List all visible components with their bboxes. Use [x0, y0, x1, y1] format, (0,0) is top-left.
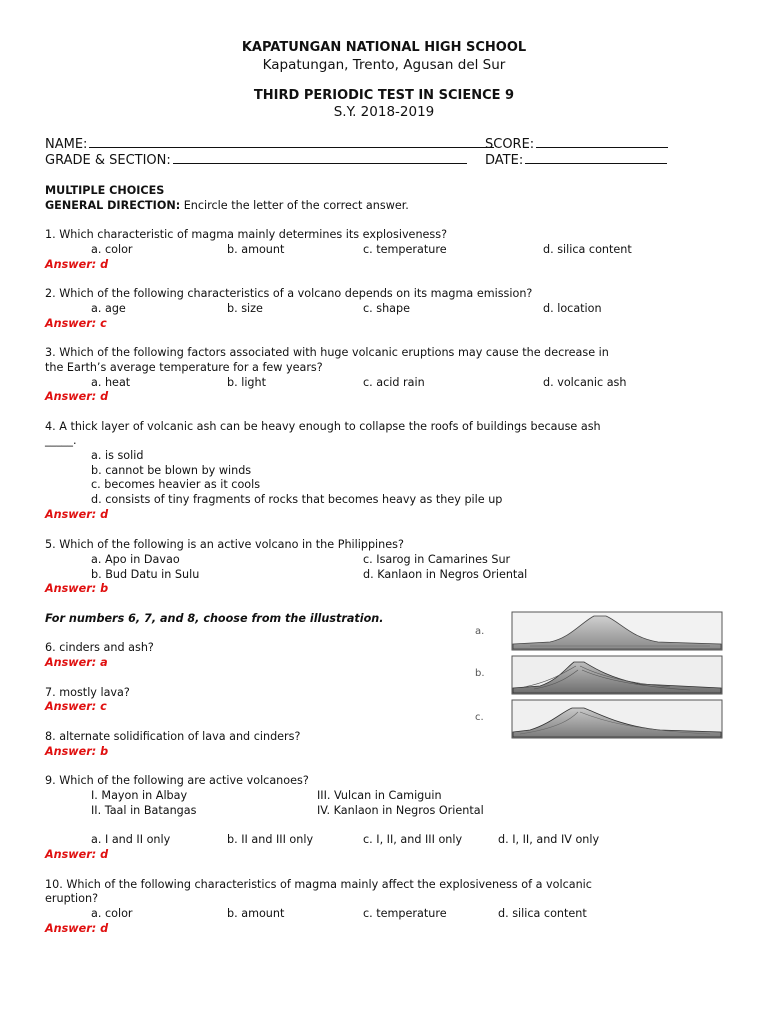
volcano-b — [512, 656, 722, 694]
name-label: NAME: — [45, 137, 88, 152]
figure-label-b: b. — [475, 668, 485, 679]
section-title: MULTIPLE CHOICES — [45, 184, 165, 197]
q9-item-4: IV. Kanlaon in Negros Oriental — [317, 804, 484, 817]
direction-text: Encircle the letter of the correct answer. — [180, 199, 409, 212]
q2-choice-c: c. shape — [363, 302, 411, 315]
q10-choice-c: c. temperature — [363, 907, 447, 920]
q8-answer: Answer: b — [45, 745, 109, 758]
question-4-line1: 4. A thick layer of volcanic ash can be heavy enough to collapse the roofs of buildings because ash — [45, 420, 601, 433]
q10-choice-a: a. color — [91, 907, 133, 920]
grade-row — [45, 152, 467, 168]
q9-item-2: II. Taal in Batangas — [91, 804, 197, 817]
q4-choice-c: c. becomes heavier as it cools — [91, 478, 261, 491]
q4-choice-b: b. cannot be blown by winds — [91, 464, 252, 477]
question-8: 8. alternate solidification of lava and cinders? — [45, 730, 301, 743]
q5-choice-d: d. Kanlaon in Negros Oriental — [363, 568, 528, 581]
q3-answer: Answer: d — [45, 390, 109, 403]
test-title: THIRD PERIODIC TEST IN SCIENCE 9 — [253, 88, 515, 103]
question-1: 1. Which characteristic of magma mainly determines its explosiveness? — [45, 228, 448, 241]
q9-item-1: I. Mayon in Albay — [91, 789, 188, 802]
q7-answer: Answer: c — [45, 700, 107, 713]
q9-choice-d: d. I, II, and IV only — [498, 833, 600, 846]
q5-choice-c: c. Isarog in Camarines Sur — [363, 553, 511, 566]
q9-choice-a: a. I and II only — [91, 833, 171, 846]
question-10-line1: 10. Which of the following characteristics of magma mainly affect the explosiveness of a volcanic — [45, 878, 592, 891]
q2-answer: Answer: c — [45, 317, 107, 330]
q4-answer: Answer: d — [45, 508, 109, 521]
date-line — [525, 152, 667, 164]
q1-choice-a: a. color — [91, 243, 133, 256]
q2-choice-a: a. age — [91, 302, 126, 315]
q6-answer: Answer: a — [45, 656, 108, 669]
q5-choice-b: b. Bud Datu in Sulu — [91, 568, 200, 581]
question-7: 7. mostly lava? — [45, 686, 130, 699]
score-line — [536, 136, 668, 148]
volcano-illustration — [510, 608, 724, 740]
score-row — [485, 136, 668, 152]
school-year: S.Y. 2018-2019 — [333, 104, 435, 120]
q1-choice-b: b. amount — [227, 243, 285, 256]
illustration-instruction: For numbers 6, 7, and 8, choose from the illustration. — [45, 612, 384, 625]
question-5: 5. Which of the following is an active volcano in the Philippines? — [45, 538, 404, 551]
q2-choice-d: d. location — [543, 302, 602, 315]
school-address: Kapatungan, Trento, Agusan del Sur — [262, 57, 506, 73]
q1-choice-c: c. temperature — [363, 243, 447, 256]
question-10-line2: eruption? — [45, 892, 99, 905]
question-9: 9. Which of the following are active volcanoes? — [45, 774, 309, 787]
q3-choice-b: b. light — [227, 376, 267, 389]
grade-line — [173, 152, 467, 164]
q10-choice-d: d. silica content — [498, 907, 587, 920]
question-3-line2: the Earth’s average temperature for a few years? — [45, 361, 323, 374]
q1-answer: Answer: d — [45, 258, 109, 271]
direction-label: GENERAL DIRECTION: — [45, 199, 181, 212]
volcano-a — [512, 612, 722, 650]
grade-label: GRADE & SECTION: — [45, 153, 171, 168]
figure-label-c: c. — [475, 712, 484, 723]
question-3-line1: 3. Which of the following factors associated with huge volcanic eruptions may cause the decrease in — [45, 346, 609, 359]
school-name: KAPATUNGAN NATIONAL HIGH SCHOOL — [241, 40, 527, 55]
date-row — [485, 152, 667, 168]
q3-choice-d: d. volcanic ash — [543, 376, 627, 389]
name-line — [89, 136, 494, 148]
volcano-c — [512, 700, 722, 738]
q5-choice-a: a. Apo in Davao — [91, 553, 180, 566]
score-label: SCORE: — [485, 137, 535, 152]
figure-label-a: a. — [475, 626, 485, 637]
q9-answer: Answer: d — [45, 848, 109, 861]
q9-choice-b: b. II and III only — [227, 833, 314, 846]
q3-choice-c: c. acid rain — [363, 376, 425, 389]
question-2: 2. Which of the following characteristics of a volcano depends on its magma emission? — [45, 287, 533, 300]
q4-choice-d: d. consists of tiny fragments of rocks that becomes heavy as they pile up — [91, 493, 503, 506]
general-direction — [45, 199, 409, 214]
question-4-line2: _____. — [45, 434, 77, 447]
q1-choice-d: d. silica content — [543, 243, 632, 256]
q5-answer: Answer: b — [45, 582, 109, 595]
q10-answer: Answer: d — [45, 922, 109, 935]
q10-choice-b: b. amount — [227, 907, 285, 920]
date-label: DATE: — [485, 153, 524, 168]
question-6: 6. cinders and ash? — [45, 641, 154, 654]
q9-item-3: III. Vulcan in Camiguin — [317, 789, 442, 802]
q9-choice-c: c. I, II, and III only — [363, 833, 463, 846]
q2-choice-b: b. size — [227, 302, 263, 315]
name-row — [45, 136, 494, 152]
q4-choice-a: a. is solid — [91, 449, 144, 462]
q3-choice-a: a. heat — [91, 376, 131, 389]
